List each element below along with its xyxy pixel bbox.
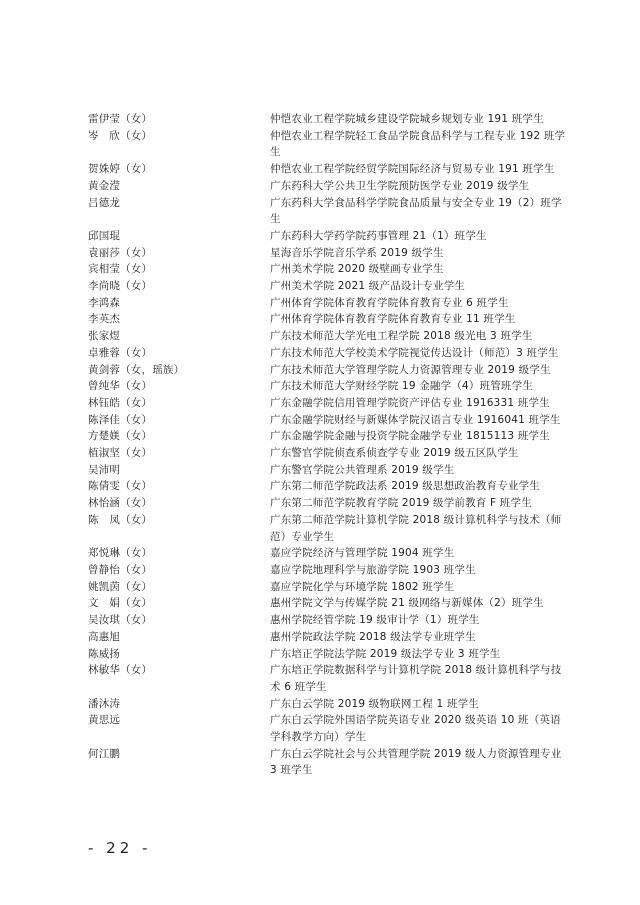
person-name: 黄金滢 [88, 179, 121, 192]
person-affiliation: 广州美术学院 2021 级产品设计专业学生 [270, 280, 466, 293]
list-item [88, 579, 568, 596]
person-name: 方楚媄（女） [88, 430, 153, 443]
list-item [88, 362, 568, 379]
list-item [88, 295, 568, 312]
page-number: - 22 - [88, 839, 152, 857]
person-name: 吴沛明 [88, 463, 121, 476]
person-affiliation: 广东第二师范学院政法系 2019 级思想政治教育专业学生 [270, 480, 540, 493]
list-item [88, 595, 568, 612]
person-affiliation: 广东白云学院 2019 级物联网工程 1 班学生 [270, 697, 480, 710]
person-name: 吕德龙 [88, 196, 121, 209]
list-item [88, 612, 568, 629]
list-item [88, 746, 568, 779]
person-affiliation: 广州体育学院体育教育学院体育教育专业 6 班学生 [270, 296, 509, 309]
list-item [88, 395, 568, 412]
person-affiliation: 惠州学院经管学院 19 级审计学（1）班学生 [270, 614, 480, 627]
person-name: 陈 凤（女） [88, 513, 153, 526]
person-affiliation: 广东培正学院法学院 2019 级法学专业 3 班学生 [270, 647, 501, 660]
person-name: 李尚晓（女） [88, 280, 153, 293]
person-affiliation: 仲恺农业工程学院轻工食品学院食品科学与工程专业 192 班学生 [270, 129, 566, 159]
list-item [88, 328, 568, 345]
person-name: 何江鹏 [88, 747, 121, 760]
person-name: 陈泽佳（女） [88, 413, 153, 426]
list-item [88, 662, 568, 695]
person-name: 姚凯茵（女） [88, 580, 153, 593]
list-item [88, 111, 568, 128]
list-item [88, 412, 568, 429]
person-name: 高惠旭 [88, 630, 121, 643]
person-name: 文 娟（女） [88, 597, 153, 610]
person-affiliation: 广东技术师范大学管理学院人力资源管理专业 2019 级学生 [270, 363, 551, 376]
person-affiliation: 广东金融学院信用管理学院资产评估专业 1916331 班学生 [270, 396, 550, 409]
list-item [88, 478, 568, 495]
person-name: 曾静怡（女） [88, 563, 153, 576]
person-name: 曾纯华（女） [88, 380, 153, 393]
list-item [88, 195, 568, 228]
person-name: 李英杰 [88, 313, 121, 326]
list-item [88, 428, 568, 445]
person-affiliation: 广东技术师范大学校美术学院视觉传达设计（师范）3 班学生 [270, 346, 559, 359]
person-affiliation: 惠州学院文学与传媒学院 21 级网络与新媒体（2）班学生 [270, 597, 544, 610]
list-item [88, 696, 568, 713]
list-item [88, 261, 568, 278]
award-list [88, 111, 568, 779]
person-name: 贺姝婷（女） [88, 163, 153, 176]
person-affiliation: 嘉应学院经济与管理学院 1904 班学生 [270, 547, 455, 560]
person-affiliation: 广东技术师范大学财经学院 19 金融学（4）班管班学生 [270, 380, 534, 393]
person-affiliation: 广州体育学院体育教育学院体育教育专业 11 班学生 [270, 313, 516, 326]
person-affiliation: 广东警官学院侦查系侦查学专业 2019 级五区队学生 [270, 447, 519, 460]
person-name: 卓雅蓉（女） [88, 346, 153, 359]
person-name: 林钰皓（女） [88, 396, 153, 409]
person-affiliation: 星海音乐学院音乐学系 2019 级学生 [270, 246, 444, 259]
person-affiliation: 惠州学院政法学院 2018 级法学专业班学生 [270, 630, 476, 643]
person-affiliation: 广东药科大学食品科学学院食品质量与安全专业 19（2）班学生 [270, 196, 562, 226]
person-name: 陈倩雯（女） [88, 480, 153, 493]
list-item [88, 245, 568, 262]
person-affiliation: 广东白云学院社会与公共管理学院 2019 级人力资源管理专业 3 班学生 [270, 747, 562, 777]
list-item [88, 512, 568, 545]
list-item [88, 128, 568, 161]
person-name: 邱国琨 [88, 229, 121, 242]
person-affiliation: 广东第二师范学院计算机学院 2018 级计算机科学与技术（师范）专业学生 [270, 513, 562, 543]
person-affiliation: 广东技术师范大学光电工程学院 2018 级光电 3 班学生 [270, 330, 533, 343]
list-item [88, 629, 568, 646]
person-affiliation: 广东第二师范学院教育学院 2019 级学前教育 F 班学生 [270, 497, 532, 510]
list-item [88, 178, 568, 195]
person-name: 潘沐涛 [88, 697, 121, 710]
person-name: 岑 欣（女） [88, 129, 153, 142]
list-item [88, 462, 568, 479]
list-item [88, 278, 568, 295]
person-name: 张家煜 [88, 330, 121, 343]
list-item [88, 311, 568, 328]
person-affiliation: 广东药科大学药学院药事管理 21（1）班学生 [270, 229, 487, 242]
person-name: 林敏华（女） [88, 664, 153, 677]
person-name: 李鸿森 [88, 296, 121, 309]
list-item [88, 495, 568, 512]
list-item [88, 445, 568, 462]
list-item [88, 378, 568, 395]
person-affiliation: 仲恺农业工程学院经贸学院国际经济与贸易专业 191 班学生 [270, 163, 555, 176]
person-affiliation: 广东培正学院数据科学与计算机学院 2018 级计算机科学与技术 6 班学生 [270, 664, 562, 693]
person-affiliation: 广东白云学院外国语学院英语专业 2020 级英语 10 班（英语学科教学方向）学生 [270, 714, 561, 744]
person-name: 陈威扬 [88, 647, 121, 660]
list-item [88, 345, 568, 362]
list-item [88, 228, 568, 245]
person-name: 植淑坚（女） [88, 447, 153, 460]
person-name: 袁丽莎（女） [88, 246, 153, 259]
list-item [88, 161, 568, 178]
person-name: 雷伊莹（女） [88, 113, 153, 125]
person-affiliation: 广东药科大学公共卫生学院预防医学专业 2019 级学生 [270, 179, 530, 192]
list-item [88, 562, 568, 579]
person-affiliation: 广东金融学院金融与投资学院金融学专业 1815113 班学生 [270, 430, 550, 443]
list-item [88, 712, 568, 745]
person-name: 黄思远 [88, 714, 121, 727]
person-name: 吴汝琪（女） [88, 614, 153, 627]
person-affiliation: 嘉应学院地理科学与旅游学院 1903 班学生 [270, 563, 476, 576]
person-name: 黄剑蓉（女，瑶族） [88, 363, 185, 376]
person-name: 宾相莹（女） [88, 263, 153, 276]
person-affiliation: 仲恺农业工程学院城乡建设学院城乡规划专业 191 班学生 [270, 113, 544, 125]
person-affiliation: 广东警官学院公共管理系 2019 级学生 [270, 463, 455, 476]
person-affiliation: 广州美术学院 2020 级壁画专业学生 [270, 263, 444, 276]
list-item [88, 545, 568, 562]
person-affiliation: 嘉应学院化学与环境学院 1802 班学生 [270, 580, 455, 593]
person-name: 林怡涵（女） [88, 497, 153, 510]
person-affiliation: 广东金融学院财经与新媒体学院汉语言专业 1916041 班学生 [270, 413, 561, 426]
person-name: 郑悦琳（女） [88, 547, 153, 560]
list-item [88, 646, 568, 663]
